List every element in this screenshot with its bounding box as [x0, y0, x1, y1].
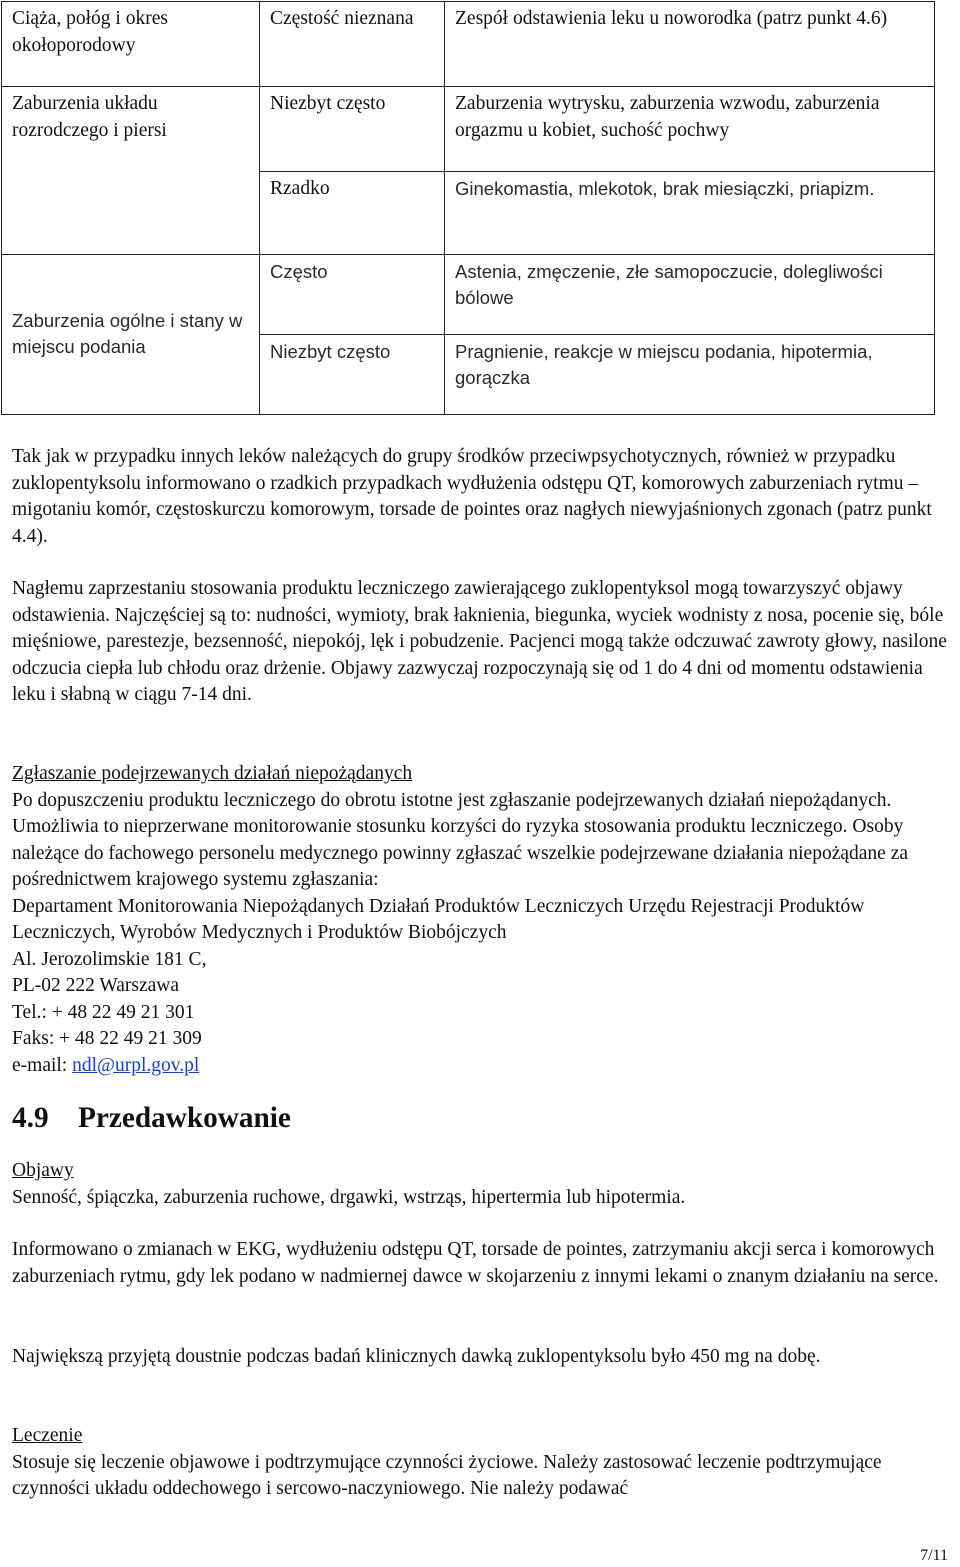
table-row [2, 87, 935, 172]
email-label: e-mail: [12, 1054, 73, 1076]
max-dose-paragraph: Największą przyjętą doustnie podczas badań klinicznych dawką zuklopentyksolu było 450 mg na dobę. [12, 1346, 821, 1367]
effect-cell: Zespół odstawienia leku u noworodka (patrz punkt 4.6) [445, 2, 935, 87]
frequency-cell: Niezbyt często [260, 335, 445, 415]
phone-number: Tel.: + 48 22 49 21 301 [12, 1001, 195, 1023]
treatment-text: Stosuje się leczenie objawowe i podtrzymujące czynności życiowe. Należy zastosować leczenie podtrzymujące czynności układu oddechowego i sercowo-naczyniowego. Nie należy podawać [12, 1451, 882, 1499]
frequency-cell: Niezbyt często [260, 87, 445, 172]
treatment-title: Leczenie [12, 1425, 83, 1446]
effect-cell: Astenia, zmęczenie, złe samopoczucie, dolegliwości bólowe [445, 255, 935, 335]
organ-class-cell: Zaburzenia ogólne i stany w miejscu podania [2, 255, 260, 415]
reporting-body: Po dopuszczeniu produktu leczniczego do obrotu istotne jest zgłaszanie podejrzewanych działań niepożądanych. Umożliwia to nieprzerwane monitorowanie stosunku korzyści do ryzyka stosowania produktu leczniczego. Osoby należące do fachowego personelu medycznego powinny zgłaszać wszelkie podejrzewane działania niepożądane za pośrednictwem krajowego systemu zgłaszania: [12, 789, 909, 890]
treatment-block [12, 1423, 957, 1503]
qt-paragraph: Tak jak w przypadku innych leków należących do grupy środków przeciwpsychotycznych, również w przypadku zuklopentyksolu informowano o rzadkich przypadkach wydłużenia odstępu QT, komorowych zaburzeniach rytmu – migotaniu komór, częstoskurczu komorowym, torsade de pointes oraz nagłych niewyjaśnionych zgonach (patrz punkt 4.4). [12, 446, 932, 547]
withdrawal-paragraph: Nagłemu zaprzestaniu stosowania produktu leczniczego zawierającego zuklopentyksol mogą towarzyszyć objawy odstawienia. Najczęściej są to: nudności, wymioty, brak łaknienia, biegunka, wyciek wodnisty z nosa, pocenie się, bóle mięśniowe, parestezje, bezsenność, niepokój, lęk i pobudzenie. Pacjenci mogą także odczuwać zawroty głowy, nasilone odczucia ciepła lub chłodu oraz drżenie. Objawy zazwyczaj rozpoczynają się od 1 do 4 dni od momentu odstawienia leku i słabną w ciągu 7-14 dni. [12, 578, 947, 705]
organ-class-cell: Ciąża, połóg i okres okołoporodowy [2, 2, 260, 87]
section-title: Przedawkowanie [78, 1102, 291, 1134]
frequency-cell: Rzadko [260, 172, 445, 255]
section-heading [12, 1102, 291, 1134]
reporting-section [12, 761, 957, 1079]
ekg-paragraph: Informowano o zmianach w EKG, wydłużeniu odstępu QT, torsade de pointes, zatrzymaniu akcji serca i komorowych zaburzeniach rytmu, gdy lek podano w nadmiernej dawce w skojarzeniu z innymi lekami o znanym działaniu na serce. [12, 1239, 939, 1287]
page-number: 7/11 [920, 1547, 948, 1564]
address-city: PL-02 222 Warszawa [12, 975, 180, 996]
organ-class-cell: Zaburzenia układu rozrodczego i piersi [2, 87, 260, 255]
reporting-office: Departament Monitorowania Niepożądanych Działań Produktów Leczniczych Urzędu Rejestracji Produktów Leczniczych, Wyrobów Medycznych i Produktów Biobójczych [12, 895, 865, 943]
effect-cell: Pragnienie, reakcje w miejscu podania, hipotermia, gorączka [445, 335, 935, 415]
adverse-effects-table [1, 1, 935, 415]
frequency-cell: Częstość nieznana [260, 2, 445, 87]
frequency-cell: Często [260, 255, 445, 335]
symptoms-title: Objawy [12, 1160, 74, 1181]
effect-cell: Zaburzenia wytrysku, zaburzenia wzwodu, zaburzenia orgazmu u kobiet, suchość pochwy [445, 87, 935, 172]
reporting-title: Zgłaszanie podejrzewanych działań niepożądanych [12, 763, 413, 784]
table-row [2, 255, 935, 335]
section-number: 4.9 [12, 1102, 49, 1134]
symptoms-block [12, 1158, 957, 1211]
symptoms-text: Senność, śpiączka, zaburzenia ruchowe, drgawki, wstrząs, hipertermia lub hipotermia. [12, 1186, 686, 1208]
fax-number: Faks: + 48 22 49 21 309 [12, 1028, 202, 1049]
address-street: Al. Jerozolimskie 181 C, [12, 948, 207, 970]
table-row [2, 2, 935, 87]
email-link[interactable]: ndl@urpl.gov.pl [72, 1054, 200, 1076]
effect-cell: Ginekomastia, mlekotok, brak miesiączki, priapizm. [445, 172, 935, 255]
email-line [12, 1053, 957, 1080]
